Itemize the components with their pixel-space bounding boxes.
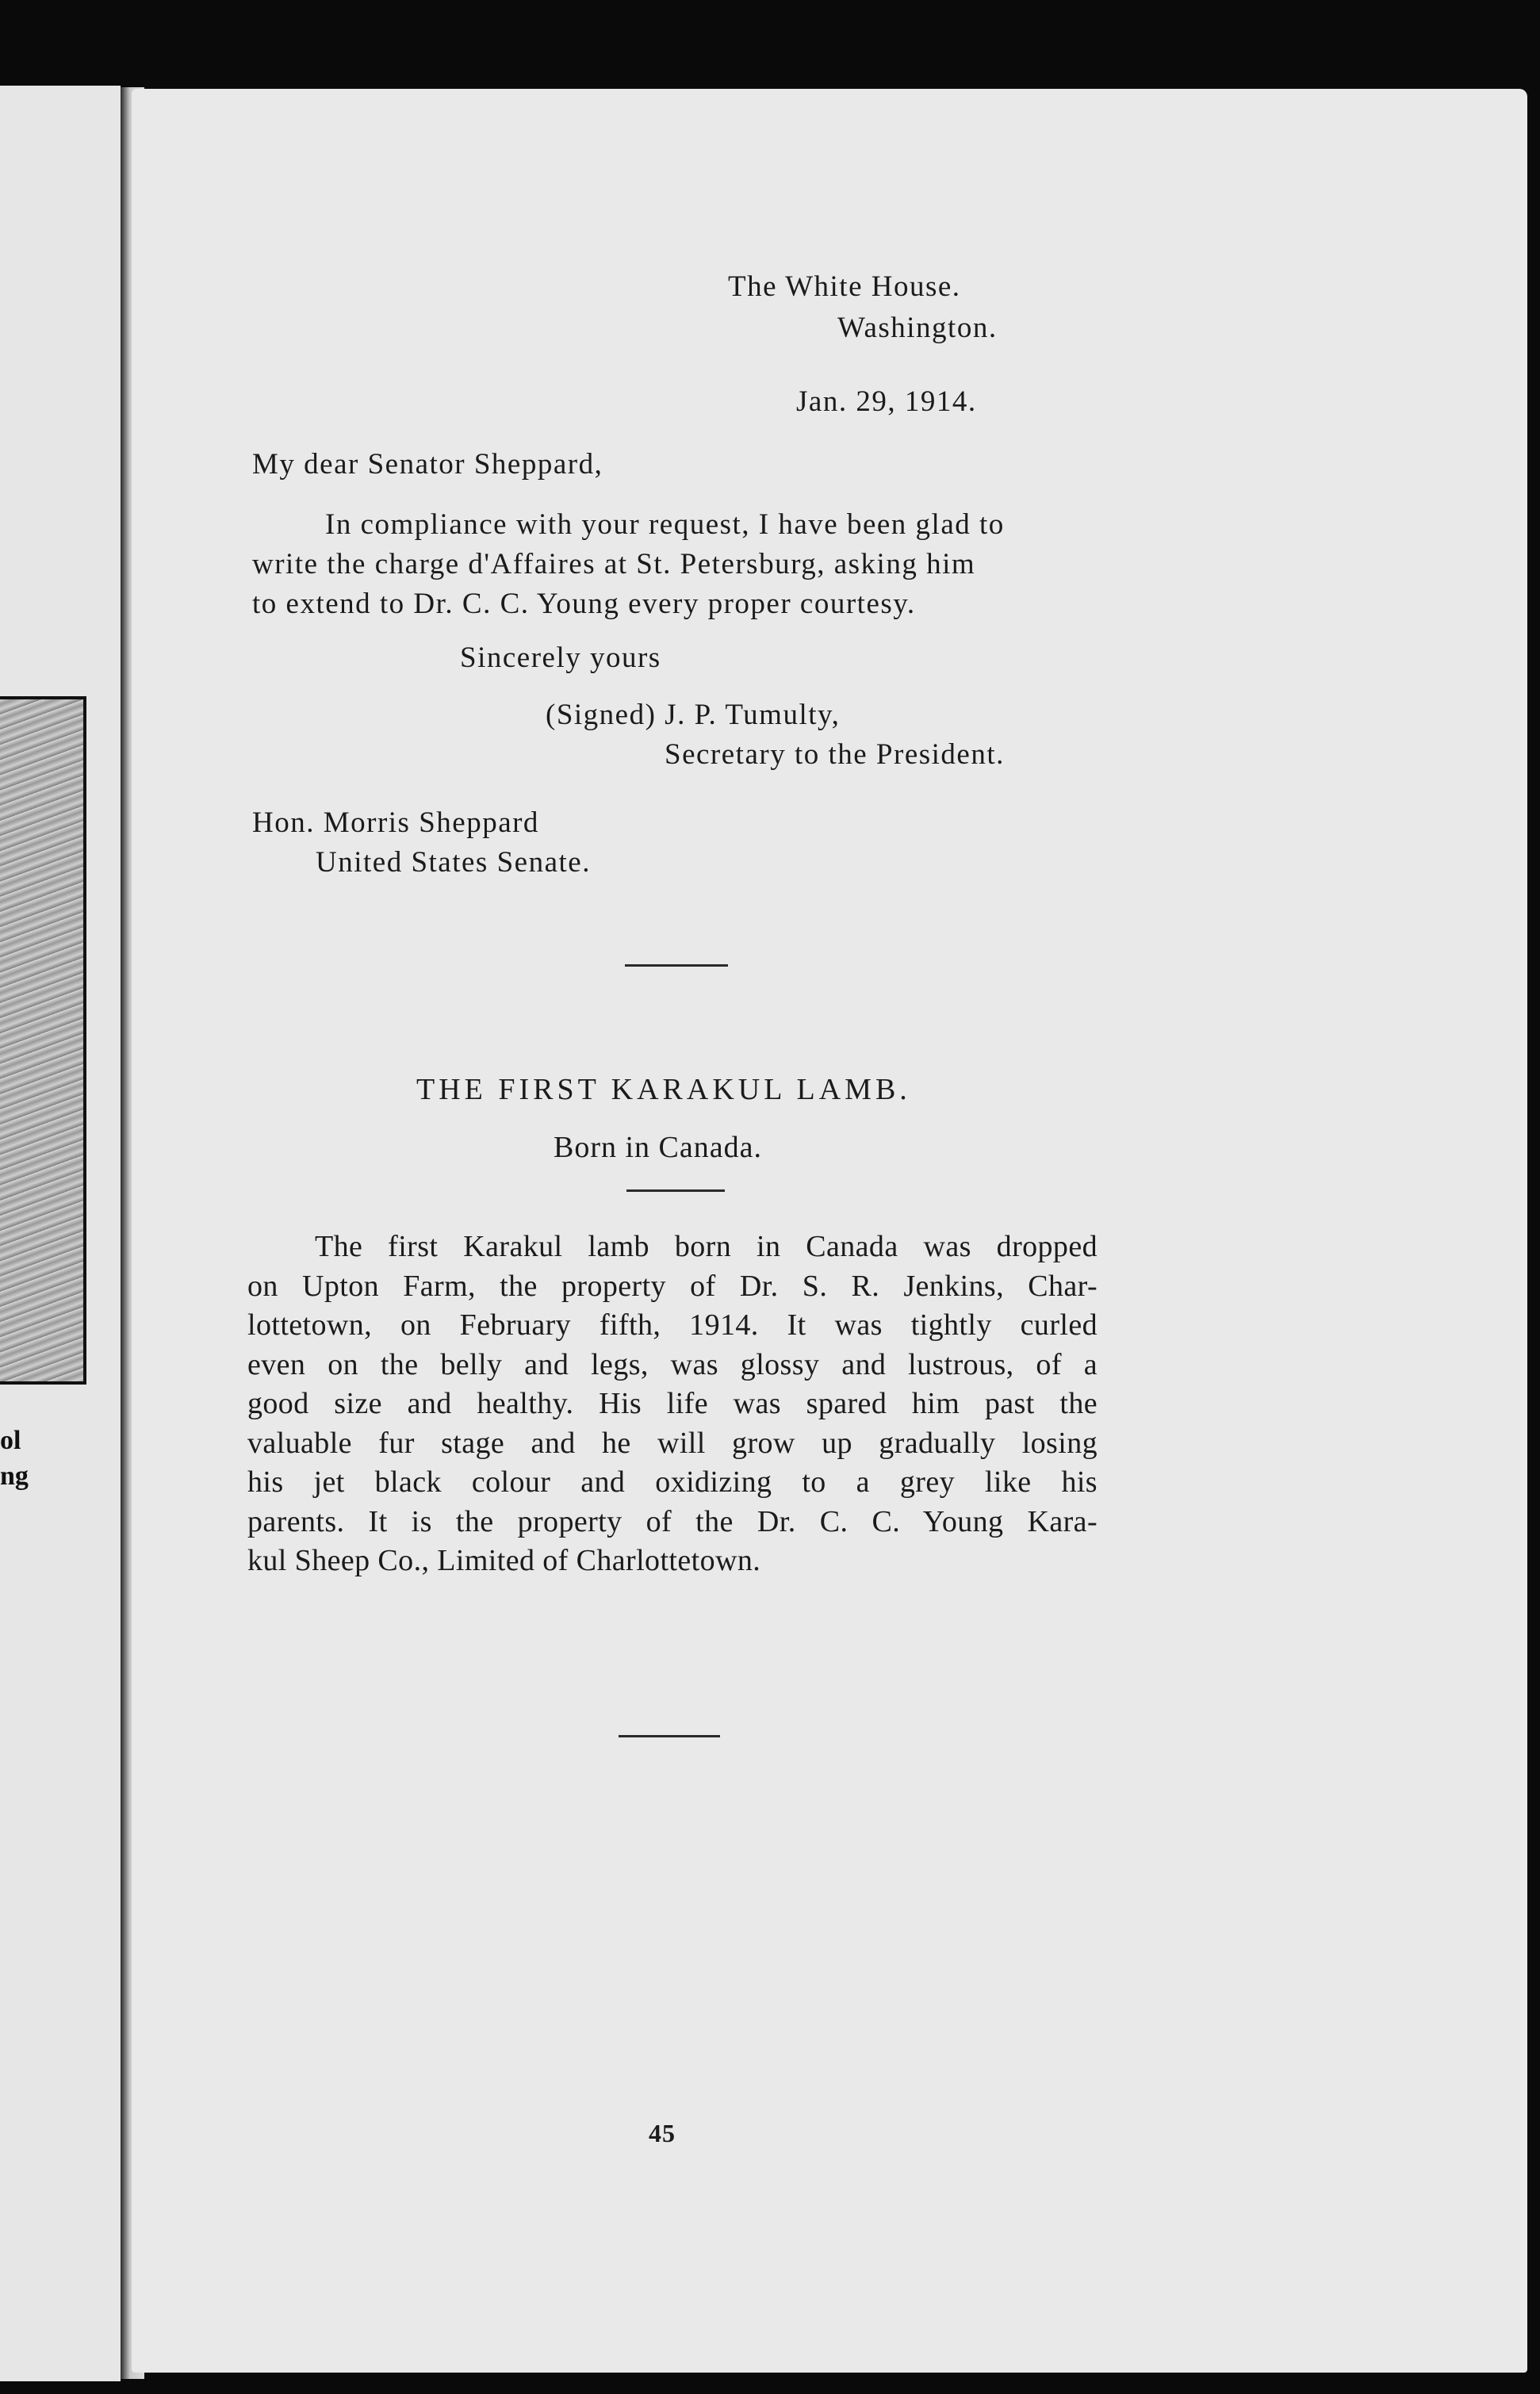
section-divider [625,964,728,967]
letter-recipient-name: Hon. Morris Sheppard [252,806,539,839]
article-line: his jet black colour and oxidizing to a grey like his [247,1465,1098,1499]
article-line: on Upton Farm, the property of Dr. S. R. Jenkins, Char- [247,1269,1098,1303]
letter-signer-title: Secretary to the President. [665,738,1005,771]
article-subtitle: Born in Canada. [554,1131,763,1164]
letter-address-line1: The White House. [728,270,961,303]
letter-date: Jan. 29, 1914. [796,385,977,418]
article-line: valuable fur stage and he will grow up gradually losing [247,1426,1098,1460]
article-line: parents. It is the property of the Dr. C. C. Young Kara- [247,1504,1098,1538]
letter-signature: (Signed) J. P. Tumulty, [546,699,841,731]
section-divider [626,1189,725,1192]
letter-recipient-title: United States Senate. [316,846,591,879]
letter-body-line: write the charge d'Affaires at St. Petersburg, asking him [252,548,976,580]
letter-salutation: My dear Senator Sheppard, [252,448,603,481]
letter-closing: Sincerely yours [460,642,661,674]
facing-page [0,86,121,2381]
facing-page-fragment: ng [0,1461,29,1491]
article-line: lottetown, on February fifth, 1914. It was tightly curled [247,1308,1098,1342]
article-line: kul Sheep Co., Limited of Charlottetown. [247,1544,761,1577]
article-line: even on the belly and legs, was glossy and lustrous, of a [247,1347,1098,1381]
article-line: good size and healthy. His life was spared him past the [247,1387,1098,1420]
facing-page-fragment: ol [0,1426,21,1455]
facing-page-photo [0,696,86,1385]
letter-body-line: to extend to Dr. C. C. Young every proper courtesy. [252,588,916,620]
article-line: The first Karakul lamb born in Canada was dropped [315,1230,1098,1263]
page-number: 45 [649,2119,676,2147]
letter-body-line: In compliance with your request, I have been glad to [325,508,1005,541]
article-title: THE FIRST KARAKUL LAMB. [416,1073,911,1106]
article-body [247,1228,1098,1581]
section-divider [619,1735,720,1737]
letter-address-line2: Washington. [837,312,998,344]
